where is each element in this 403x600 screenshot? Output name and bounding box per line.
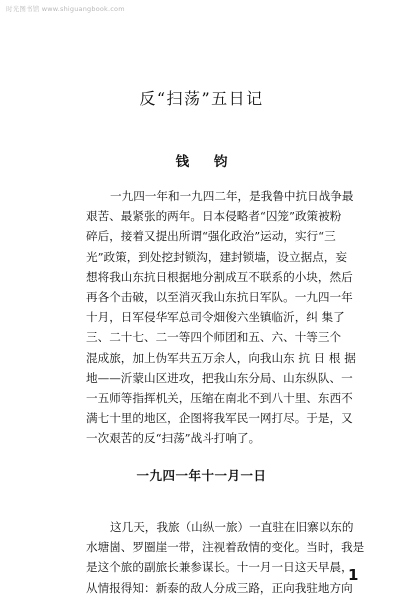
text-line: 地——沂蒙山区进攻，把我山东分局、山东纵队、一 [86,370,353,385]
text-line: 水塘崮、罗圈崖一带，注视着敌情的变化。当时，我是 [86,540,365,555]
paragraph-nov-1 [86,517,375,598]
text-line: 想将我山东抗日根据地分割成互不联系的小块，然后 [86,269,353,284]
text-line: 一次艰苦的反“扫荡”战斗打响了。 [86,431,261,446]
site-watermark: 时光图书馆 www.shiguangbook.com [6,5,125,13]
text-line: 艰苦、最紧张的两年。日本侵略者“囚笼”政策被粉 [86,209,342,224]
page-number: 1 [348,566,359,584]
text-line: 三、二十七、二一等四个师团和五、六、十等三个 [86,330,342,345]
text-line: 混成旅，加上伪军共五万余人，向我山东 抗 日 根 据 [86,350,356,365]
article-title: 反“扫荡”五日记 [139,89,264,108]
text-line: 再各个击破，以至消灭我山东抗日军队。一九四一年 [86,289,353,304]
text-line: 一五师等指挥机关，压缩在南北不到八十里、东西不 [86,390,353,405]
paragraph-intro [86,186,375,448]
section-heading: 一九四一年十一月一日 [136,468,267,483]
text-line: 从情报得知：新泰的敌人分成三路，正向我驻地方向 [86,580,353,595]
text-line: 碎后，接着又提出所谓“强化政治”运动，实行“三 [86,229,336,244]
text-line: 满七十里的地区，企图将我军民一网打尽。于是，又 [86,411,353,426]
text-line: 十月，日军侵华军总司令畑俊六坐镇临沂，纠 集了 [86,310,345,325]
text-line: 是这个旅的副旅长兼参谋长。十一月一日这天早晨， [86,560,353,575]
text-line: 光”政策，到处挖封锁沟，建封锁墙，设立据点，妄 [86,249,347,264]
text-line: 一九四一年和一九四二年，是我鲁中抗日战争最 [110,189,354,203]
text-line: 这几天，我旅（山纵一旅）一直驻在旧寨以东的 [110,520,354,534]
author-name: 钱 钧 [175,154,238,170]
